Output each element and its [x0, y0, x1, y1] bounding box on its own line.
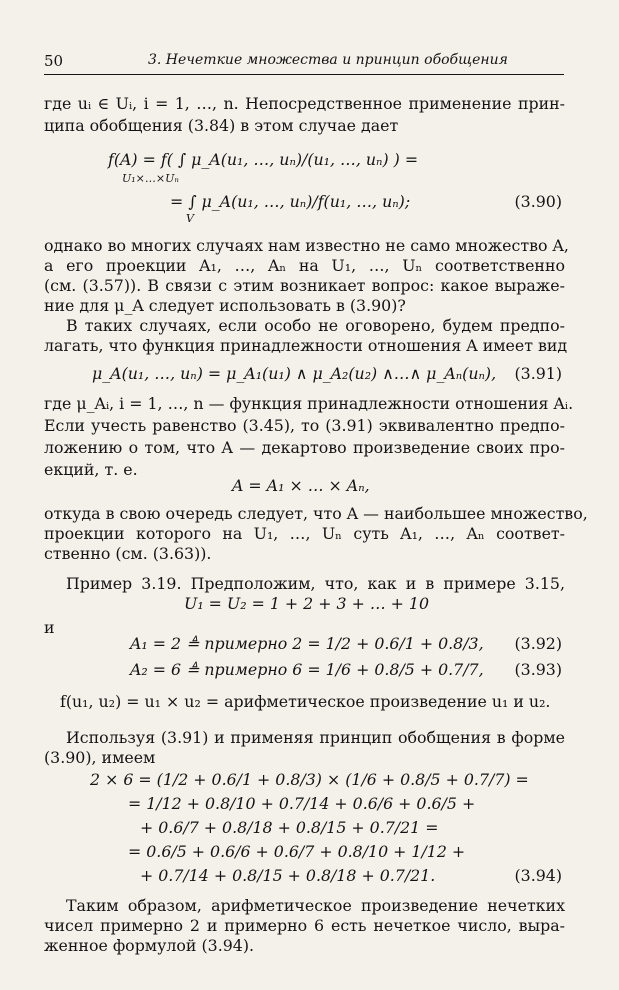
integral-subscript: V	[186, 212, 194, 225]
equation-3-93: A₂ = 6 ≜ примерно 6 = 1/6 + 0.8/5 + 0.7/7,	[130, 660, 484, 679]
equation-3-94-line-5: + 0.7/14 + 0.8/15 + 0.8/18 + 0.7/21.	[140, 866, 436, 885]
equation-number: (3.90)	[514, 192, 562, 211]
text-line: проекции которого на U₁, …, Uₙ суть A₁, …, Aₙ соответ-	[44, 524, 565, 543]
text-line: ние для μ_A следует использовать в (3.90)?	[44, 296, 406, 315]
equation-3-90-line-2: = ∫ μ_A(u₁, …, uₙ)/f(u₁, …, uₙ);	[170, 192, 411, 211]
text-line: однако во многих случаях нам известно не само множество A,	[44, 236, 569, 255]
text-line: чисел примерно 2 и примерно 6 есть нечеткое число, выра-	[44, 916, 565, 935]
text-line: (см. (3.57)). В связи с этим возникает вопрос: какое выраже-	[44, 276, 565, 295]
page-header	[44, 52, 564, 75]
text-line: лагать, что функция принадлежности отношения A имеет вид	[44, 336, 568, 355]
text-line: где uᵢ ∈ Uᵢ, i = 1, …, n. Непосредственное применение прин-	[44, 94, 565, 113]
text-line: (3.90), имеем	[44, 748, 156, 767]
text-line: Если учесть равенство (3.45), то (3.91) эквивалентно предпо-	[44, 416, 565, 435]
text-line: Используя (3.91) и применяя принцип обобщения в форме	[66, 728, 565, 747]
text-line: где μ_Aᵢ, i = 1, …, n — функция принадлежности отношения Aᵢ.	[44, 394, 574, 413]
equation-3-94-line-4: = 0.6/5 + 0.6/6 + 0.6/7 + 0.8/10 + 1/12 +	[128, 842, 466, 861]
equation-number: (3.92)	[514, 634, 562, 653]
text-line: ственно (см. (3.63)).	[44, 544, 212, 563]
text-line: откуда в свою очередь следует, что A — наибольшее множество,	[44, 504, 588, 523]
text-line: Таким образом, арифметическое произведение нечетких	[66, 896, 565, 915]
equation-3-94-line-1: 2 × 6 = (1/2 + 0.6/1 + 0.8/3) × (1/6 + 0.8/5 + 0.7/7) =	[90, 770, 529, 789]
text-line: екций, т. е.	[44, 460, 138, 479]
equation-3-94-line-3: + 0.6/7 + 0.8/18 + 0.8/15 + 0.7/21 =	[140, 818, 439, 837]
text-line: и	[44, 618, 55, 637]
equation-3-94-line-2: = 1/12 + 0.8/10 + 0.7/14 + 0.6/6 + 0.6/5 +	[128, 794, 476, 813]
text-line: женное формулой (3.94).	[44, 936, 255, 955]
integral-subscript: U₁×…×Uₙ	[122, 172, 179, 185]
text-line: В таких случаях, если особо не оговорено, будем предпо-	[66, 316, 565, 335]
equation-number: (3.93)	[514, 660, 562, 679]
text-line: а его проекции A₁, …, Aₙ на U₁, …, Uₙ соответственно	[44, 256, 565, 275]
equation-3-91: μ_A(u₁, …, uₙ) = μ_A₁(u₁) ∧ μ_A₂(u₂) ∧…∧ μ_Aₙ(uₙ),	[92, 364, 497, 383]
text-line: ложению о том, что A — декартово произведение своих про-	[44, 438, 565, 457]
universe-equation: U₁ = U₂ = 1 + 2 + 3 + … + 10	[184, 594, 430, 613]
equation-3-92: A₁ = 2 ≜ примерно 2 = 1/2 + 0.6/1 + 0.8/3,	[130, 634, 484, 653]
text-line: f(u₁, u₂) = u₁ × u₂ = арифметическое произведение u₁ и u₂.	[60, 692, 551, 711]
page-number: 50	[44, 52, 64, 70]
equation-3-90-line-1: f(A) = f( ∫ μ_A(u₁, …, uₙ)/(u₁, …, uₙ) ) =	[108, 150, 419, 169]
equation-number: (3.94)	[514, 866, 562, 885]
text-line: ципа обобщения (3.84) в этом случае дает	[44, 116, 399, 135]
running-head: 3. Нечеткие множества и принцип обобщения	[148, 52, 508, 68]
example-heading: Пример 3.19. Предположим, что, как и в примере 3.15,	[66, 574, 565, 593]
equation-number: (3.91)	[514, 364, 562, 383]
cartesian-product-equation: A = A₁ × … × Aₙ,	[232, 476, 370, 495]
